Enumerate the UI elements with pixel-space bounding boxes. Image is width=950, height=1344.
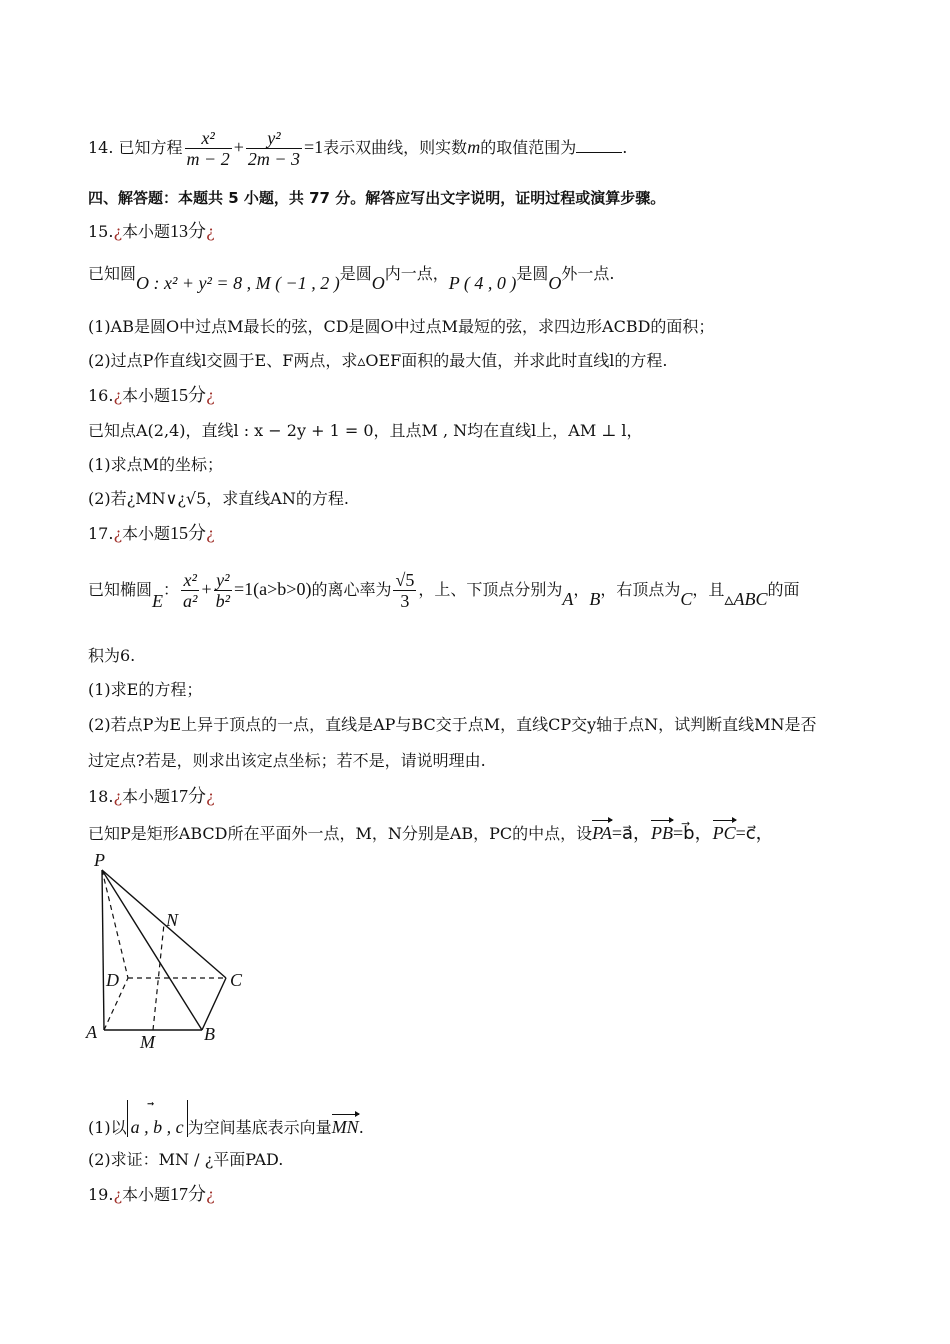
q18-header: 18.¿本小题17分¿ xyxy=(88,786,215,806)
q17-stem: 已知椭圆E： $\frac{\text{x²}}{\text{a²}}$ + $\frac{\text{y²}}{\text{b²}}$ =1(a>b>0)的离心率为 $\frac{√5}{3}$ ，上、下顶点分别为A，B，右顶点为C，且▵ABC的面 xyxy=(88,570,800,611)
q15-marker: ¿ xyxy=(113,222,123,241)
q17-fraction-x: $\frac{\text{x²}}{\text{a²}}$ xyxy=(183,570,198,611)
label-m: M xyxy=(140,1032,155,1052)
q14-var-m: m xyxy=(467,137,481,157)
label-p: P xyxy=(94,850,105,870)
q17-eccentricity: $\frac{√5}{3}$ xyxy=(395,570,415,611)
q14-end: . xyxy=(622,138,628,157)
q15-stem: 已知圆O : x² + y² = 8 , M ( −1 , 2 )是圆O内一点，P ( 4 , 0 )是圆O外一点. xyxy=(88,264,615,293)
q17-part1: (1)求E的方程； xyxy=(88,680,203,699)
q15-point-p: P ( 4 , 0 ) xyxy=(448,273,517,293)
label-n: N xyxy=(166,910,179,930)
label-c: C xyxy=(230,970,243,990)
label-b: B xyxy=(204,1024,215,1044)
q17-stem-line2: 积为6. xyxy=(88,646,136,665)
edge-pc xyxy=(102,870,226,978)
q14-line: 14. 已知方程 $\frac{\text{x²}}{m - 2}$ + $\frac{\text{y²}}{2m - 3}$ =1表示双曲线，则实数m的取值范围为 . xyxy=(88,128,628,169)
q16-part1: (1)求点M的坐标； xyxy=(88,455,224,474)
q17-fraction-y: $\frac{\text{y²}}{\text{b²}}$ xyxy=(215,570,230,611)
label-d: D xyxy=(106,970,119,990)
q14-prefix: 14. 已知方程 xyxy=(88,138,183,157)
q17-condition: =1(a>b>0) xyxy=(234,579,312,599)
section-heading: 四、解答题：本题共 5 小题，共 77 分。解答应写出文字说明，证明过程或演算步骤。 xyxy=(88,189,666,207)
vector-mn: MN xyxy=(331,1117,359,1137)
q17-header: 17.¿本小题15分¿ xyxy=(88,523,215,543)
q18-stem: 已知P是矩形ABCD所在平面外一点，M，N分别是AB，PC的中点，设PA=a⃗，PB=b⃗，PC=c⃗， xyxy=(88,823,774,843)
q17-part2a: (2)若点P为E上异于顶点的一点，直线是AP与BC交于点M，直线CP交y轴于点N，试判断直线MN是否 xyxy=(88,715,817,734)
q16-header: 16.¿本小题15分¿ xyxy=(88,385,215,405)
q14-fraction-2: $\frac{\text{y²}}{2m - 3}$ xyxy=(247,128,301,169)
q18-part1: (1)以 ⃗⃗⃗ a , b , c 为空间基底表示向量MN. xyxy=(88,1101,364,1137)
edge-pa xyxy=(102,870,104,1030)
q15-circle-equation: O : x² + y² = 8 , M ( −1 , 2 ) xyxy=(136,273,340,293)
q15-part1: (1)AB是圆O中过点M最长的弦，CD是圆O中过点M最短的弦，求四边形ACBD的面积； xyxy=(88,317,715,336)
q15-part2: (2)过点P作直线l交圆于E、F两点，求▵OEF面积的最大值，并求此时直线l的方程. xyxy=(88,351,668,370)
q16-part2: (2)若¿MN∨¿√5，求直线AN的方程. xyxy=(88,489,349,508)
edge-bc xyxy=(202,978,226,1030)
vector-pb: PB xyxy=(651,823,674,843)
vector-pa: PA xyxy=(592,823,612,843)
q15-header: 15.¿本小题13分¿ xyxy=(88,221,215,241)
q14-answer-blank xyxy=(576,138,622,153)
q17-triangle: ▵ABC xyxy=(724,589,768,609)
pyramid-figure xyxy=(80,850,260,1055)
label-a: A xyxy=(86,1022,97,1042)
q14-text2: 的取值范围为 xyxy=(480,138,577,157)
q17-part2b: 过定点?若是，则求出该定点坐标；若不是，请说明理由. xyxy=(88,751,486,770)
vector-pc: PC xyxy=(712,823,736,843)
q14-equals: =1 xyxy=(304,137,324,157)
q14-text: 表示双曲线，则实数 xyxy=(323,138,468,157)
q18-part2: (2)求证：MN / ¿平面PAD. xyxy=(88,1150,284,1169)
segment-mn xyxy=(153,924,164,1030)
edge-pb xyxy=(102,870,202,1030)
edge-pd xyxy=(102,870,128,978)
q14-fraction-1: $\frac{\text{x²}}{m - 2}$ xyxy=(186,128,230,169)
q19-header: 19.¿本小题17分¿ xyxy=(88,1184,215,1204)
basis-set: ⃗⃗⃗ a , b , c xyxy=(127,1100,188,1137)
q16-stem: 已知点A(2,4)，直线l : x − 2y + 1 = 0，且点M , N均在直线l上，AM ⊥ l， xyxy=(88,421,643,440)
